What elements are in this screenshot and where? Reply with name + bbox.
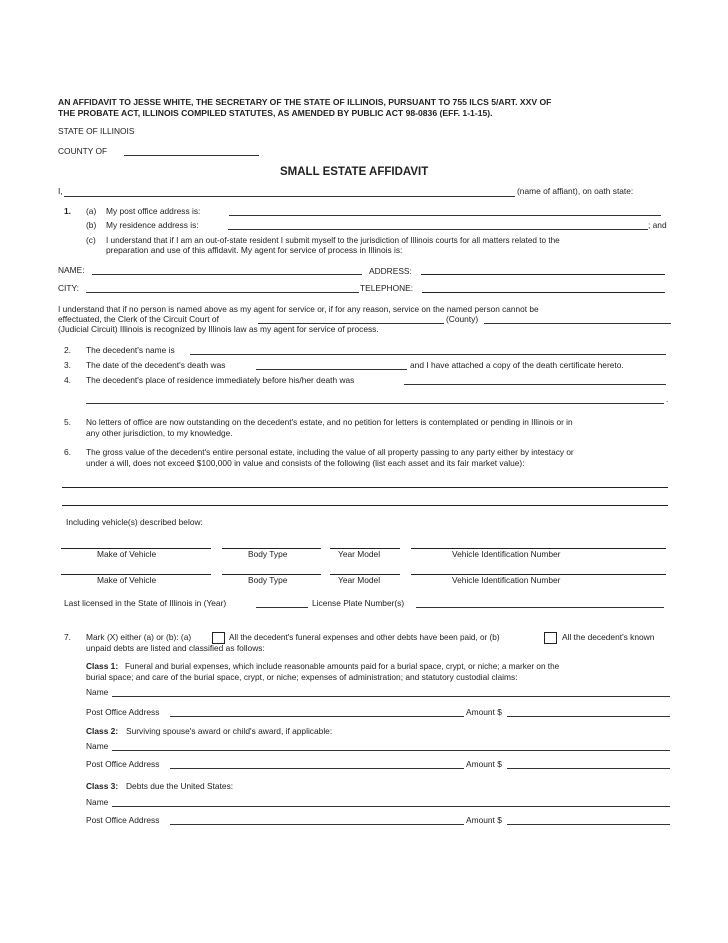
class2-amount-label: Amount $ (466, 759, 502, 769)
class2-po-label: Post Office Address (86, 759, 160, 769)
class2-po-field[interactable] (170, 768, 464, 769)
affiant-suffix: (name of affiant), on oath state: (517, 186, 634, 196)
judicial-circuit-field[interactable] (484, 323, 671, 324)
vehicle1-make-label: Make of Vehicle (97, 549, 157, 559)
class1-label: Class 1: (86, 661, 119, 671)
item3-num: 3. (64, 360, 71, 370)
item5-line-2: any other jurisdiction, to my knowledge. (86, 428, 233, 438)
vehicle2-year-label: Year Model (338, 575, 381, 585)
class1-name-field[interactable] (112, 696, 670, 697)
agent-city-field[interactable] (86, 292, 359, 293)
agent-city-label: CITY: (58, 283, 79, 293)
county-field[interactable] (124, 155, 259, 156)
affiant-prefix: I, (58, 186, 63, 196)
item5-line-1: No letters of office are now outstanding on the decedent's estate, and no petition for letters is contemplated or pending in Illinois or in (86, 417, 573, 427)
affiant-name-field[interactable] (64, 196, 515, 197)
class1-po-label: Post Office Address (86, 707, 160, 717)
class3-po-label: Post Office Address (86, 815, 160, 825)
item5-num: 5. (64, 417, 71, 427)
asset-line-2[interactable] (62, 505, 668, 506)
residence-before-death-field[interactable] (404, 384, 666, 385)
item1c-line2: preparation and use of this affidavit. My agent for service of process in Illinois is: (106, 245, 403, 255)
form-title: SMALL ESTATE AFFIDAVIT (280, 166, 429, 178)
death-date-field[interactable] (256, 369, 407, 370)
header-line-1: AN AFFIDAVIT TO JESSE WHITE, THE SECRETARY OF THE STATE OF ILLINOIS, PURSUANT TO 755 ILCS 5/ART. XXV OF (58, 97, 552, 107)
vehicle2-vin-label: Vehicle Identification Number (452, 575, 561, 585)
agent-name-field[interactable] (92, 274, 362, 275)
class3-name-field[interactable] (112, 806, 670, 807)
item7-line-2: unpaid debts are listed and classified as follows: (86, 643, 265, 653)
vehicle2-make-label: Make of Vehicle (97, 575, 157, 585)
class3-po-field[interactable] (170, 824, 464, 825)
class2-name-field[interactable] (112, 750, 670, 751)
understand-line-2a: effectuated, the Clerk of the Circuit Court of (58, 314, 219, 324)
header-line-2: THE PROBATE ACT, ILLINOIS COMPILED STATUTES, AS AMENDED BY PUBLIC ACT 98-0836 (EFF. 1-1-15). (58, 108, 493, 118)
item1c-line1: I understand that if I am an out-of-state resident I submit myself to the jurisdiction of Illinois courts for all matters related to the (106, 236, 560, 245)
option-b-checkbox[interactable] (544, 632, 557, 644)
item7-text-b: All the decedent's funeral expenses and other debts have been paid, or (b) (229, 633, 500, 642)
item6-line-2: under a will, does not exceed $100,000 in value and consists of the following (list each asset and its fair market value): (86, 458, 525, 468)
item7-num: 7. (64, 632, 71, 642)
item7-text-c: All the decedent's known (562, 632, 655, 642)
vehicle1-year-label: Year Model (338, 549, 381, 559)
item2-text: The decedent's name is (86, 345, 175, 355)
vehicles-intro: Including vehicle(s) described below: (66, 517, 203, 527)
agent-address-label: ADDRESS: (369, 266, 412, 276)
asset-line-1[interactable] (62, 487, 668, 488)
agent-name-label: NAME: (58, 265, 85, 275)
item1-num: 1. (64, 206, 71, 216)
item1b-text: My residence address is: (106, 220, 199, 230)
state-label: STATE OF ILLINOIS (58, 126, 135, 136)
item6-line-1: The gross value of the decedent's entire personal estate, including the value of all property passing to any party either by intestacy or (86, 447, 574, 457)
class1-name-label: Name (86, 687, 109, 697)
class1-line-1: Funeral and burial expenses, which include reasonable amounts paid for a burial space, crypt, or niche; a marker on the (125, 662, 560, 671)
class3-amount-label: Amount $ (466, 815, 502, 825)
class3-text: Debts due the United States: (126, 781, 234, 791)
item4-text: The decedent's place of residence immediately before his/her death was (86, 375, 355, 385)
vehicle2-body-label: Body Type (248, 575, 288, 585)
post-office-address-field[interactable] (229, 215, 661, 216)
class2-label: Class 2: (86, 726, 119, 736)
residence-before-death-field-2[interactable] (86, 403, 664, 404)
class1-line-2: burial space; and care of the burial space, crypt, or niche; expenses of administration; and statutory custodial claims: (86, 672, 518, 682)
item1c-label: (c) (86, 235, 96, 245)
item4-num: 4. (64, 375, 71, 385)
item3-end: and I have attached a copy of the death certificate hereto. (410, 360, 624, 370)
vehicle1-body-label: Body Type (248, 549, 288, 559)
agent-address-field[interactable] (421, 274, 665, 275)
decedent-name-field[interactable] (190, 354, 666, 355)
county-label: COUNTY OF (58, 146, 108, 156)
class2-name-label: Name (86, 741, 109, 751)
class1-amount-field[interactable] (507, 716, 670, 717)
understand-line-3: (Judicial Circuit) Illinois is recognized by Illinois law as my agent for service of process. (58, 324, 379, 334)
last-licensed-label: Last licensed in the State of Illinois in (Year) (64, 598, 227, 608)
last-licensed-year-field[interactable] (256, 607, 308, 608)
item2-num: 2. (64, 345, 71, 355)
item1a-text: My post office address is: (106, 206, 201, 216)
item6-num: 6. (64, 447, 71, 457)
item3-text: The date of the decedent's death was (86, 360, 226, 370)
understand-county: (County) (446, 314, 479, 324)
class1-amount-label: Amount $ (466, 707, 502, 717)
item1a-label: (a) (86, 206, 97, 216)
agent-telephone-field[interactable] (422, 292, 665, 293)
understand-line-1: I understand that if no person is named above as my agent for service or, if for any reason, service on the named person cannot be (58, 304, 539, 314)
residence-address-field[interactable] (228, 229, 648, 230)
plate-label: License Plate Number(s) (312, 598, 405, 608)
plate-number-field[interactable] (416, 607, 664, 608)
item4-period: . (666, 394, 669, 404)
item7-text-a: Mark (X) either (a) or (b): (a) (86, 632, 192, 642)
class3-name-label: Name (86, 797, 109, 807)
vehicle1-vin-label: Vehicle Identification Number (452, 549, 561, 559)
class1-po-field[interactable] (170, 716, 464, 717)
class3-label: Class 3: (86, 781, 119, 791)
item1b-label: (b) (86, 220, 97, 230)
class2-amount-field[interactable] (507, 768, 670, 769)
item1b-end: ; and (648, 220, 667, 230)
agent-telephone-label: TELEPHONE: (360, 283, 414, 293)
class2-text: Surviving spouse's award or child's award, if applicable: (126, 726, 333, 736)
class3-amount-field[interactable] (507, 824, 670, 825)
